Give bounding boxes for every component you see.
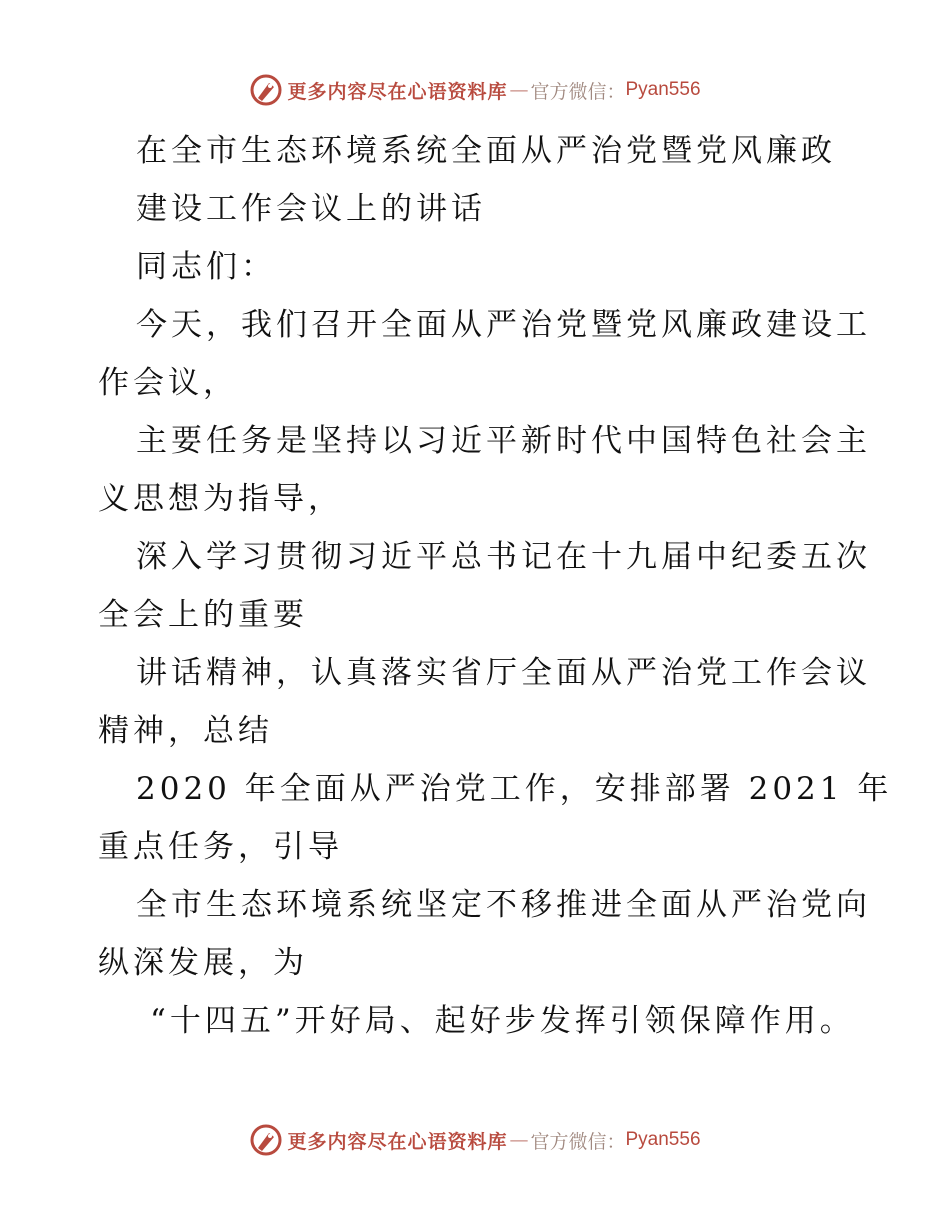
header-watermark: [0, 70, 950, 110]
watermark-label: 官方微信：: [530, 1130, 626, 1153]
paragraph-line: 主要任务是坚持以习近平新时代中国特色社会主: [136, 423, 871, 459]
paragraph-line: 讲话精神，认真落实省厅全面从严治党工作会议: [136, 655, 871, 691]
pen-nib-icon: [249, 73, 283, 107]
watermark-brand: 更多内容尽在心语资料库: [287, 1130, 508, 1153]
speech-paragraphs: [98, 296, 893, 1050]
document-title-line: 建设工作会议上的讲话: [136, 191, 486, 227]
paragraph-line: 2020 年全面从严治党工作，安排部署 2021 年: [136, 771, 893, 807]
watermark-brand: 更多内容尽在心语资料库: [287, 80, 508, 103]
paragraph-line: 今天，我们召开全面从严治党暨党风廉政建设工: [136, 307, 871, 343]
pen-nib-icon: [249, 1123, 283, 1157]
paragraph-line: 重点任务，引导: [98, 829, 343, 865]
paragraph-line: 义思想为指导，: [98, 481, 343, 517]
paragraph-line: 作会议，: [98, 365, 238, 401]
watermark-dash: —: [509, 1129, 529, 1151]
paragraph-line: 全市生态环境系统坚定不移推进全面从严治党向: [136, 887, 871, 923]
salutation: 同志们：: [136, 249, 276, 285]
paragraph-line: 全会上的重要: [98, 597, 308, 633]
document-body: [98, 122, 893, 1050]
paragraph-line: 精神，总结: [98, 713, 273, 749]
footer-watermark: [0, 1120, 950, 1160]
watermark-wechat-id: Pyan556: [625, 1129, 701, 1150]
watermark-wechat-id: Pyan556: [625, 79, 701, 100]
watermark-dash: —: [509, 79, 529, 101]
paragraph-line: 深入学习贯彻习近平总书记在十九届中纪委五次: [136, 539, 871, 575]
paragraph-line: 纵深发展，为: [98, 945, 308, 981]
document-title-line: 在全市生态环境系统全面从严治党暨党风廉政: [136, 133, 836, 169]
watermark-label: 官方微信：: [530, 80, 626, 103]
paragraph-line: “十四五”开好局、起好步发挥引领保障作用。: [150, 1003, 855, 1039]
